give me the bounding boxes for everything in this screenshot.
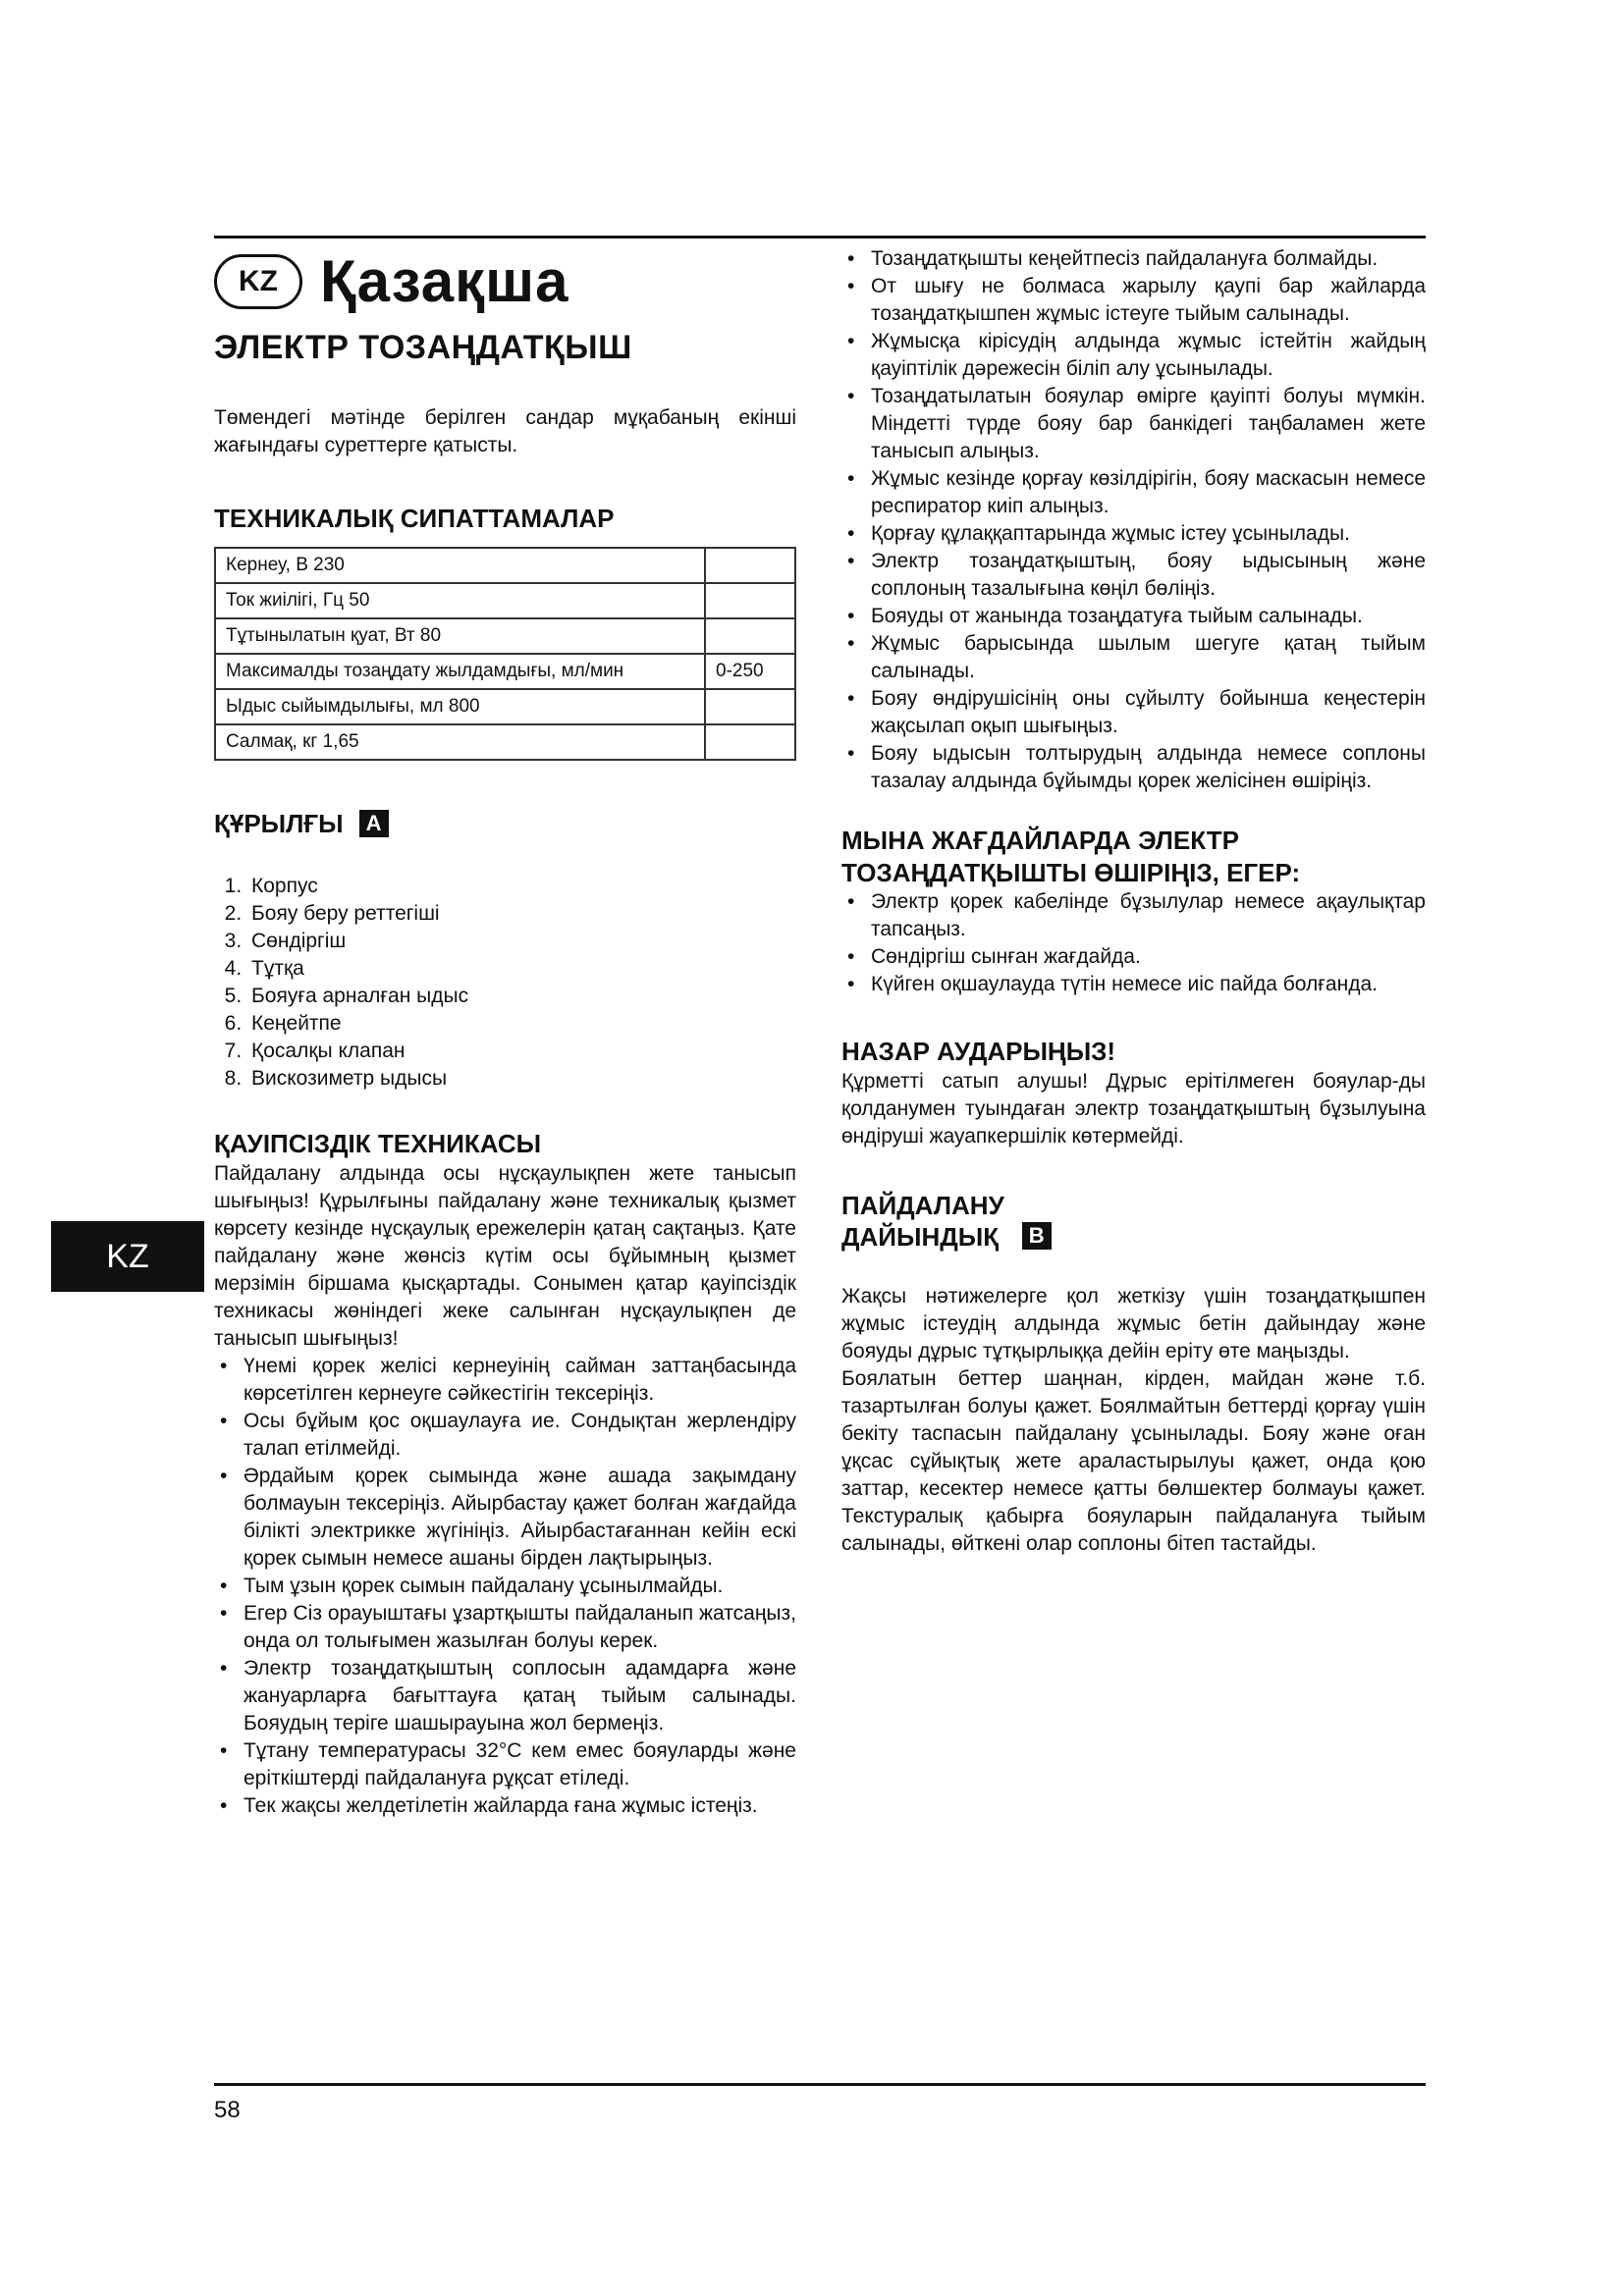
spec-label: Максималды тозаңдату жылдамдығы, мл/мин	[215, 654, 705, 689]
spec-row	[215, 583, 795, 618]
language-code-badge: KZ	[214, 254, 302, 309]
top-rule	[214, 236, 1426, 239]
safety-bullet: • Электр тозаңдатқыштың соплосын адамдарға және жануарларға бағыттауға қатаң тыйым салынады. Бояудың теріге шашырауына жол бермеңіз.	[214, 1655, 796, 1737]
language-header	[214, 247, 796, 315]
spec-label: Салмақ, кг 1,65	[215, 724, 705, 760]
safety-bullet: • Жұмыс барысында шылым шегуге қатаң тыйым салынады.	[841, 630, 1426, 685]
spec-row	[215, 548, 795, 583]
device-heading	[214, 808, 796, 840]
spec-value: 0-250	[705, 654, 795, 689]
switch-off-bullet: • Күйген оқшаулауда түтін немесе иіс пайда болғанда.	[841, 971, 1426, 998]
spec-row	[215, 689, 795, 724]
safety-bullet: • Жұмыс кезінде қорғау көзілдірігін, бояу маскасын немесе респиратор киіп алыңыз.	[841, 465, 1426, 520]
safety-intro: Пайдалану алдында осы нұсқаулықпен жете танысып шығыңыз! Құрылғыны пайдалану және техникалық қызмет көрсету кезінде нұсқаулық ережелерін қатаң сақтаңыз. Қате пайдалану және жөнсіз күтім осы бұйымның қызмет мерзімін біршама қысқартады. Сонымен қатар қауіпсіздік техникасы жөніндегі жеке салынған нұсқаулықпен де танысып шығыңыз!	[214, 1161, 796, 1350]
spec-label: Ыдыс сыйымдылығы, мл 800	[215, 689, 705, 724]
safety-bullets-left	[214, 1353, 796, 1820]
part-item: 5. Бояуға арналған ыдыс	[247, 983, 796, 1010]
spec-table	[214, 547, 796, 761]
safety-bullet: • Үнемі қорек желісі кернеуінің сайман заттаңбасында көрсетілген кернеуге сәйкестігін тексеріңіз.	[214, 1353, 796, 1408]
spec-label: Тұтынылатын қуат, Вт 80	[215, 618, 705, 654]
safety-bullet: • Тек жақсы желдетілетін жайларда ғана жұмыс істеңіз.	[214, 1792, 796, 1820]
part-item: 7. Қосалқы клапан	[247, 1038, 796, 1065]
language-name: Қазақша	[320, 248, 569, 314]
safety-bullet: • Тозаңдатқышты кеңейтпесіз пайдалануға болмайды.	[841, 245, 1426, 273]
prep-heading	[841, 1190, 1426, 1254]
safety-heading: ҚАУІПСІЗДІК ТЕХНИКАСЫ	[214, 1129, 542, 1158]
spec-value	[705, 548, 795, 583]
safety-bullet: • Егер Сіз орауыштағы ұзартқышты пайдаланып жатсаңыз, онда ол толығымен жазылған болуы керек.	[214, 1600, 796, 1655]
right-column	[841, 245, 1426, 1558]
spec-value	[705, 618, 795, 654]
safety-bullet: • Жұмысқа кірісудің алдында жұмыс істейтін жайдың қауіптілік дәрежесін біліп алу ұсынылады.	[841, 328, 1426, 383]
spec-value	[705, 583, 795, 618]
part-item: 3. Сөндіргіш	[247, 928, 796, 955]
spec-row	[215, 618, 795, 654]
attention-heading: НАЗАР АУДАРЫҢЫЗ!	[841, 1037, 1116, 1066]
safety-bullet: • Бояу ыдысын толтырудың алдында немесе соплоны тазалау алдында бұйымды қорек желісінен өшіріңіз.	[841, 740, 1426, 795]
switch-off-bullet: • Сөндіргіш сынған жағдайда.	[841, 943, 1426, 971]
figure-tag-a: A	[359, 810, 389, 837]
switch-off-heading: МЫНА ЖАҒДАЙЛАРДА ЭЛЕКТР ТОЗАҢДАТҚЫШТЫ ӨШІРІҢІЗ, ЕГЕР:	[841, 826, 1301, 887]
prep-heading-line2: ДАЙЫНДЫҚ	[841, 1222, 1000, 1252]
left-column	[214, 245, 796, 1820]
switch-off-bullets	[841, 888, 1426, 998]
prep-text-1: Жақсы нәтижелерге қол жеткізу үшін тозаңдатқышпен жұмыс істеудің алдында жұмыс бетін дайындау және бояуды дұрыс тұтқырлыққа дейін ерiту өте маңызды.	[841, 1284, 1426, 1362]
part-item: 6. Кеңейтпе	[247, 1010, 796, 1038]
language-side-tab: KZ	[51, 1221, 204, 1292]
prep-text-2: Боялатын беттер шаңнан, кірден, майдан және т.б. тазартылған болуы қажет. Боялмайтын беттерді қорғау үшін бекіту таспасын пайдалану ұсынылады. Бояу және оған ұқсас сұйықтық жете араластырылуы қажет, онда қою заттар, кесектер немесе қатты бөлшектер болмауы қажет. Текстуралық қабырға бояуларын пайдалануға тыйым салынады, өйткені олар соплоны бітеп тастайды.	[841, 1366, 1426, 1555]
safety-bullet: • Тозаңдатылатын бояулар өмірге қауіпті болуы мүмкін. Міндетті түрде бояу бар банкідегі таңбаламен жете танысып алыңыз.	[841, 383, 1426, 465]
spec-label: Ток жиілігі, Гц 50	[215, 583, 705, 618]
switch-off-bullet: • Электр қорек кабелінде бұзылулар немесе ақаулықтар тапсаңыз.	[841, 888, 1426, 943]
prep-heading-line1: ПАЙДАЛАНУ	[841, 1190, 1004, 1220]
safety-bullet: • Бояуды от жанында тозаңдатуға тыйым салынады.	[841, 603, 1426, 630]
spec-value	[705, 689, 795, 724]
safety-bullet: • Осы бұйым қос оқшаулауға ие. Сондықтан жерлендіру талап етілмейді.	[214, 1408, 796, 1463]
safety-bullets-right	[841, 245, 1426, 795]
spec-heading: ТЕХНИКАЛЫҚ СИПАТТАМАЛАР	[214, 504, 615, 533]
safety-bullet: • Әрдайым қорек сымында және ашада зақымдану болмауын тексеріңіз. Айырбастау қажет болған жағдайда білікті электрикке жүгініңіз. Айырбастағаннан кейін ескі қорек сымын немесе ашаны бірден лақтырыңыз.	[214, 1463, 796, 1573]
safety-bullet: • От шығу не болмаса жарылу қаупі бар жайларда тозаңдатқышпен жұмыс істеуге тыйым салынады.	[841, 273, 1426, 328]
part-item: 4. Тұтқа	[247, 955, 796, 983]
part-item: 8. Вискозиметр ыдысы	[247, 1065, 796, 1093]
safety-bullet: • Электр тозаңдатқыштың, бояу ыдысының және соплоның тазалығына көңіл бөліңіз.	[841, 548, 1426, 603]
spec-label: Кернеу, В 230	[215, 548, 705, 583]
part-item: 1. Корпус	[247, 873, 796, 900]
prep-heading-text	[841, 1190, 1004, 1254]
part-item: 2. Бояу беру реттегіші	[247, 900, 796, 928]
safety-bullet: • Қорғау құлаққаптарында жұмыс істеу ұсынылады.	[841, 520, 1426, 548]
safety-bullet: • Тым ұзын қорек сымын пайдалану ұсынылмайды.	[214, 1573, 796, 1600]
parts-list	[214, 873, 796, 1093]
bottom-rule	[214, 2083, 1426, 2086]
device-heading-text: ҚҰРЫЛҒЫ	[214, 808, 344, 838]
spec-row	[215, 654, 795, 689]
page-number: 58	[214, 2097, 241, 2123]
figure-tag-b: B	[1022, 1222, 1052, 1250]
attention-text: Құрметті сатып алушы! Дұрыс ерітілмеген бояулар-ды қолданумен туындаған электр тозаңдатқыштың бұзылуына өндіруші жауапкершілік көтермейді.	[841, 1069, 1426, 1148]
page-title: ЭЛЕКТР ТОЗАҢДАТҚЫШ	[214, 329, 632, 366]
safety-bullet: • Бояу өндірушісінің оны сұйылту бойынша кеңестерін жақсылап оқып шығыңыз.	[841, 685, 1426, 740]
safety-bullet: • Тұтану температурасы 32°C кем емес бояуларды және еріткіштерді пайдалануға рұқсат етіледі.	[214, 1737, 796, 1792]
spec-value	[705, 724, 795, 760]
spec-row	[215, 724, 795, 760]
intro-text: Төмендегі мәтінде берілген сандар мұқабаның екінші жағындағы суреттерге қатысты.	[214, 406, 796, 456]
